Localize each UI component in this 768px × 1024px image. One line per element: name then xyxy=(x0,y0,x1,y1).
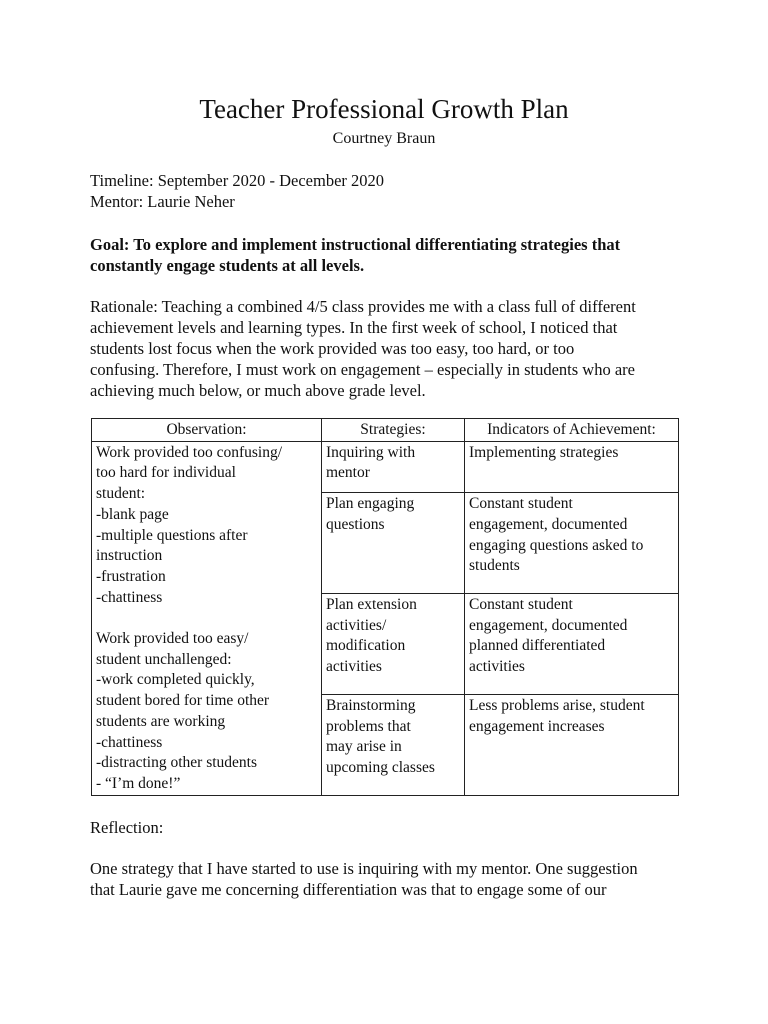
rationale-line-5: achieving much below, or much above grade level. xyxy=(90,381,426,400)
strategy-line: upcoming classes xyxy=(326,758,435,776)
observation-line: -chattiness xyxy=(96,588,163,606)
rationale-line-2: achievement levels and learning types. In the first week of school, I noticed that xyxy=(90,318,618,337)
strategy-line: Plan extension xyxy=(326,596,417,614)
header-indicators: Indicators of Achievement: xyxy=(465,419,679,442)
goal-line-2: constantly engage students at all levels. xyxy=(90,256,365,275)
rationale-line-1: Rationale: Teaching a combined 4/5 class provides me with a class full of different xyxy=(90,297,636,316)
observation-line: -distracting other students xyxy=(96,754,257,772)
strategy-line: mentor xyxy=(326,464,370,482)
strategy-line: modification xyxy=(326,637,406,655)
observation-line: -work completed quickly, xyxy=(96,671,255,689)
strategy-line: questions xyxy=(326,515,385,533)
document-title: Teacher Professional Growth Plan xyxy=(199,94,569,124)
observation-line: students are working xyxy=(96,712,226,730)
indicator-line: activities xyxy=(469,658,525,676)
strategy-line: activities/ xyxy=(326,616,387,634)
header-strategies: Strategies: xyxy=(322,419,465,442)
strategy-line: problems that xyxy=(326,717,411,735)
strategy-cell xyxy=(322,441,465,493)
indicator-line: Constant student xyxy=(469,596,573,614)
indicator-line: Constant student xyxy=(469,495,573,513)
indicator-line: engagement, documented xyxy=(469,515,628,533)
observation-line: - “I’m done!” xyxy=(96,774,181,792)
table-row xyxy=(92,441,679,493)
strategy-line: Inquiring with xyxy=(326,443,416,461)
observation-line: -multiple questions after xyxy=(96,526,248,544)
observation-cell xyxy=(92,441,322,795)
rationale-line-3: students lost focus when the work provided was too easy, too hard, or too xyxy=(90,339,575,358)
reflection-line-1: One strategy that I have started to use is inquiring with my mentor. One suggestion xyxy=(90,859,638,878)
strategy-line: activities xyxy=(326,658,382,676)
indicator-cell xyxy=(465,694,679,795)
indicator-line: engagement increases xyxy=(469,717,605,735)
indicator-line: Less problems arise, student xyxy=(469,696,645,714)
observation-spacer xyxy=(96,608,317,629)
observation-line: Work provided too confusing/ xyxy=(96,443,283,461)
table-header-row xyxy=(92,419,679,442)
observation-line: student: xyxy=(96,485,146,503)
observation-line: instruction xyxy=(96,547,163,565)
indicator-line: students xyxy=(469,557,520,575)
strategy-line: may arise in xyxy=(326,738,402,756)
goal-line-1: Goal: To explore and implement instructional differentiating strategies that xyxy=(90,235,621,254)
observation-line: student bored for time other xyxy=(96,692,270,710)
indicator-line: engagement, documented xyxy=(469,616,628,634)
observation-line: too hard for individual xyxy=(96,464,236,482)
indicator-line: Implementing strategies xyxy=(469,443,619,461)
strategy-cell xyxy=(322,493,465,594)
observation-line: Work provided too easy/ xyxy=(96,630,249,648)
indicator-line: planned differentiated xyxy=(469,637,606,655)
reflection-line-2: that Laurie gave me concerning differentiation was that to engage some of our xyxy=(90,880,607,899)
reflection-heading: Reflection: xyxy=(90,818,164,837)
header-observation: Observation: xyxy=(92,419,322,442)
rationale-line-4: confusing. Therefore, I must work on engagement – especially in students who are xyxy=(90,360,635,379)
mentor-text: Mentor: Laurie Neher xyxy=(90,192,235,211)
indicator-cell xyxy=(465,594,679,695)
strategy-cell xyxy=(322,694,465,795)
observation-line: student unchallenged: xyxy=(96,650,232,668)
indicator-line: engaging questions asked to xyxy=(469,536,644,554)
observation-line: -chattiness xyxy=(96,733,163,751)
observation-line: -frustration xyxy=(96,567,166,585)
observation-line: -blank page xyxy=(96,505,169,523)
growth-plan-table xyxy=(91,418,679,796)
indicator-cell xyxy=(465,493,679,594)
document-author: Courtney Braun xyxy=(332,130,436,147)
indicator-cell xyxy=(465,441,679,493)
strategy-line: Brainstorming xyxy=(326,696,416,714)
strategy-cell xyxy=(322,594,465,695)
timeline-text: Timeline: September 2020 - December 2020 xyxy=(90,171,385,190)
strategy-line: Plan engaging xyxy=(326,495,415,513)
